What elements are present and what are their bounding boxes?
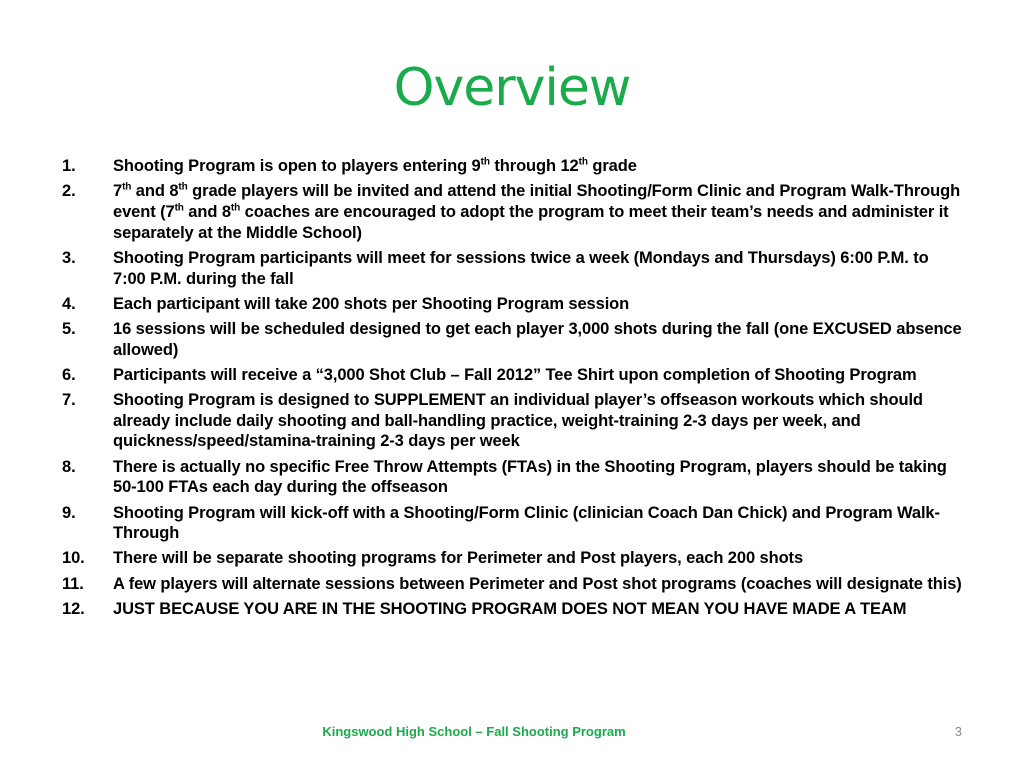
- list-item: [62, 503, 962, 544]
- text-run: coaches are encouraged to adopt the program to meet their team’s needs and administer it separately at the Middle School): [113, 202, 949, 242]
- list-item-number: 12.: [62, 599, 85, 618]
- list-item-text: [113, 575, 962, 593]
- text-run: grade players will be invited and attend the initial Shooting/Form Clinic and Program Walk-Through event (7: [113, 182, 961, 221]
- list-item-text: [113, 391, 923, 450]
- list-item-text: [113, 504, 940, 543]
- text-run: 16 sessions will be scheduled designed to get each player 3,000 shots during the fall (one EXCUSED absence allowed): [113, 319, 962, 359]
- superscript: th: [230, 202, 241, 214]
- text-run: Each participant will take 200 shots per Shooting Program session: [113, 294, 630, 313]
- text-run: JUST BECAUSE YOU ARE IN THE SHOOTING PROGRAM DOES NOT MEAN YOU HAVE MADE A TEAM: [113, 599, 907, 618]
- slide-title: Overview: [393, 58, 631, 118]
- slide-footer: Kingswood High School – Fall Shooting Program: [322, 724, 626, 739]
- list-item: [62, 156, 962, 177]
- list-item: [62, 181, 962, 243]
- list-item: [62, 319, 962, 360]
- list-item: [62, 574, 962, 595]
- list-item: [62, 548, 962, 569]
- text-run: Shooting Program participants will meet for sessions twice a week (Mondays and Thursdays) 6:00 P.M. to 7:00 P.M. during the fall: [113, 248, 929, 288]
- list-item-number: 8.: [62, 457, 76, 476]
- list-item-number: 6.: [62, 365, 76, 384]
- text-run: Participants will receive a “3,000 Shot Club – Fall 2012” Tee Shirt upon completion of Shooting Program: [113, 365, 917, 384]
- list-item-text: [113, 320, 962, 359]
- list-item: [62, 294, 962, 315]
- superscript: th: [122, 181, 132, 193]
- list-item-number: 3.: [62, 248, 76, 267]
- superscript: th: [178, 181, 188, 193]
- list-item: [62, 599, 962, 620]
- superscript: th: [578, 156, 588, 168]
- text-run: grade: [587, 157, 637, 175]
- superscript: th: [480, 156, 490, 168]
- text-run: A few players will alternate sessions between Perimeter and Post shot programs (coaches will designate this): [113, 574, 962, 593]
- list-item-text: [113, 366, 917, 384]
- text-run: Shooting Program is designed to SUPPLEMENT an individual player’s offseason workouts which should already include daily shooting and ball-handling practice, weight-training 2-3 days per week, and quickness/speed/stamina-training 2-3 days per week: [113, 391, 923, 451]
- list-item-number: 2.: [62, 182, 76, 201]
- list-item-text: [113, 458, 947, 497]
- text-run: There will be separate shooting programs for Perimeter and Post players, each 200 shots: [113, 549, 804, 568]
- list-item-number: 9.: [62, 503, 76, 522]
- list-item-text: [113, 157, 637, 175]
- text-run: and 8: [183, 202, 231, 221]
- list-item-text: [113, 182, 960, 241]
- list-item-number: 5.: [62, 319, 76, 338]
- list-item-number: 11.: [62, 574, 84, 593]
- text-run: Shooting Program will kick-off with a Shooting/Form Clinic (clinician Coach Dan Chick) and Program Walk-Through: [113, 503, 940, 543]
- list-item-text: [113, 549, 803, 567]
- list-item: [62, 457, 962, 498]
- list-item-number: 10.: [62, 549, 85, 568]
- list-item-text: [113, 600, 906, 618]
- list-item: [62, 365, 962, 386]
- list-item-text: [113, 249, 929, 288]
- superscript: th: [174, 202, 184, 214]
- list-item-text: [113, 295, 629, 313]
- list-item: [62, 390, 962, 452]
- list-item: [62, 248, 962, 289]
- text-run: and 8: [131, 182, 179, 201]
- text-run: Shooting Program is open to players entering 9: [113, 157, 481, 175]
- numbered-list: [62, 156, 962, 624]
- text-run: 7: [113, 182, 123, 201]
- list-item-number: 1.: [62, 157, 76, 175]
- page-number: 3: [954, 724, 962, 739]
- list-item-number: 4.: [62, 294, 76, 313]
- text-run: There is actually no specific Free Throw Attempts (FTAs) in the Shooting Program, players should be taking 50-100 FTAs each day during the offseason: [113, 457, 947, 497]
- list-item-number: 7.: [62, 391, 76, 410]
- text-run: through 12: [489, 157, 579, 175]
